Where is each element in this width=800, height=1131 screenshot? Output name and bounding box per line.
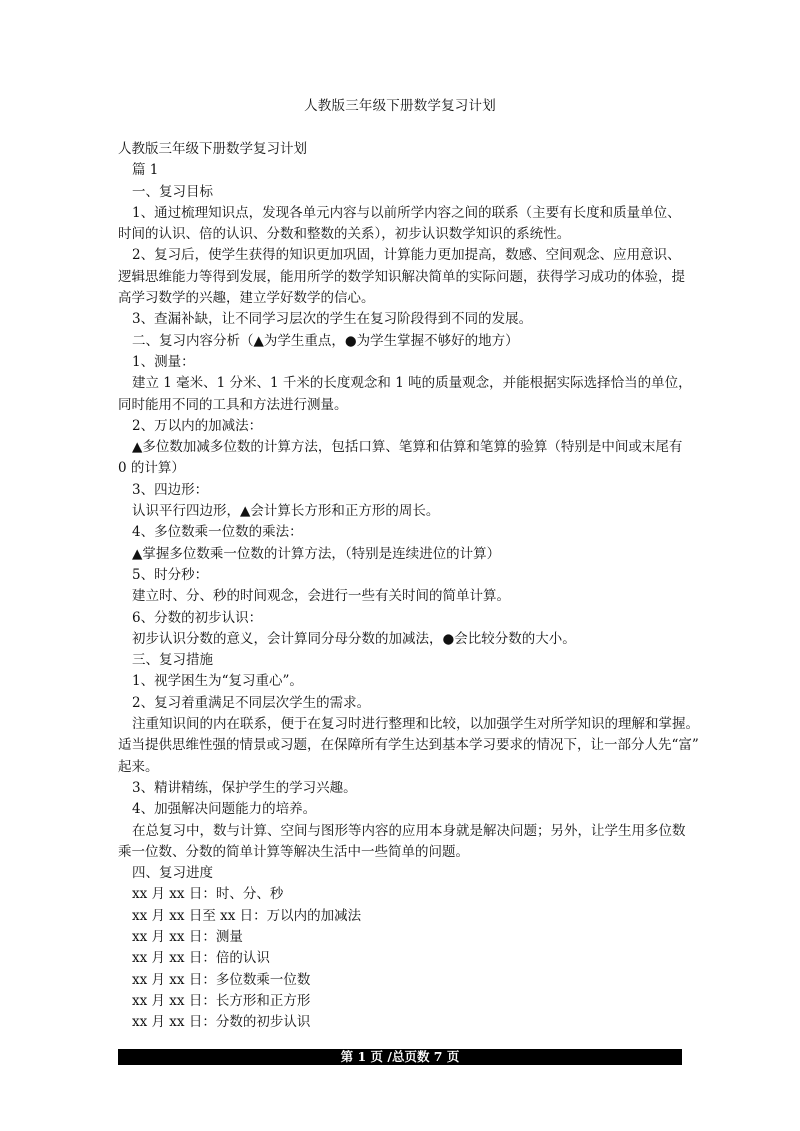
text-line: 二、复习内容分析（▲为学生重点，●为学生掌握不够好的地方）	[132, 332, 519, 349]
text-line: 2、复习着重满足不同层次学生的需求。	[132, 694, 371, 711]
text-line: ▲多位数加减多位数的计算方法，包括口算、笔算和估算和笔算的验算（特别是中间或末尾有	[132, 439, 683, 456]
text-line: xx 月 xx 日：多位数乘一位数	[132, 971, 311, 988]
text-line: 认识平行四边形，▲会计算长方形和正方形的周长。	[132, 503, 440, 520]
text-line: 四、复习进度	[132, 865, 213, 882]
text-line: 2、万以内的加减法：	[132, 417, 263, 434]
text-line: xx 月 xx 日：测量	[132, 928, 243, 945]
text-line: 4、加强解决问题能力的培养。	[132, 801, 317, 818]
text-line: 1、通过梳理知识点，发现各单元内容与以前所学内容之间的联系（主要有长度和质量单位、	[132, 204, 681, 221]
page-number-label: 第 1 页 /总页数 7 页	[340, 1049, 460, 1064]
page-footer	[118, 1049, 682, 1065]
text-line: 0 的计算）	[118, 460, 185, 477]
text-line: xx 月 xx 日：长方形和正方形	[132, 992, 311, 1009]
text-line: 高学习数学的兴趣，建立学好数学的信心。	[118, 290, 375, 307]
text-line: 在总复习中，数与计算、空间与图形等内容的应用本身就是解决问题；另外，让学生用多位数	[132, 822, 686, 839]
text-line: xx 月 xx 日：分数的初步认识	[132, 1014, 311, 1031]
text-line: 3、精讲精练，保护学生的学习兴趣。	[132, 779, 357, 796]
text-line: 6、分数的初步认识：	[132, 609, 263, 626]
text-line: 适当提供思维性强的情景或习题，在保障所有学生达到基本学习要求的情况下，让一部分人先“富”	[118, 737, 699, 754]
text-line: 逻辑思维能力等得到发展，能用所学的数学知识解决简单的实际问题，获得学习成功的体验，提	[118, 268, 685, 285]
text-line: 1、视学困生为“复习重心”。	[132, 673, 303, 690]
text-line: 时间的认识、倍的认识、分数和整数的关系），初步认识数学知识的系统性。	[118, 226, 571, 243]
text-line: 起来。	[118, 758, 159, 775]
text-line: 一、复习目标	[132, 183, 213, 200]
text-line: 建立时、分、秒的时间观念，会进行一些有关时间的简单计算。	[132, 588, 510, 605]
text-line: xx 月 xx 日：倍的认识	[132, 950, 270, 967]
text-line: 建立 1 毫米、1 分米、1 千米的长度观念和 1 吨的质量观念，并能根据实际选择恰当的单位，	[132, 375, 692, 392]
document-body	[118, 139, 699, 1033]
text-line: 3、查漏补缺，让不同学习层次的学生在复习阶段得到不同的发展。	[132, 311, 533, 328]
text-line: 1、测量：	[132, 353, 195, 370]
text-line: 3、四边形：	[132, 481, 209, 498]
text-line: 三、复习措施	[132, 652, 213, 669]
text-line: 乘一位数、分数的简单计算等解决生活中一些简单的问题。	[118, 843, 469, 860]
text-line: ▲掌握多位数乘一位数的计算方法，（特别是连续进位的计算）	[132, 545, 501, 562]
text-line: 篇 1	[132, 162, 159, 179]
text-line: 4、多位数乘一位数的乘法：	[132, 524, 303, 541]
text-line: 人教版三年级下册数学复习计划	[118, 141, 307, 157]
text-line: xx 月 xx 日：时、分、秒	[132, 886, 284, 903]
text-line: xx 月 xx 日至 xx 日：万以内的加减法	[132, 907, 362, 924]
text-line: 初步认识分数的意义，会计算同分母分数的加减法，●会比较分数的大小。	[132, 630, 576, 647]
text-line: 2、复习后，使学生获得的知识更加巩固，计算能力更加提高，数感、空间观念、应用意识、	[132, 247, 681, 264]
text-line: 同时能用不同的工具和方法进行测量。	[118, 396, 348, 413]
text-line: 5、时分秒：	[132, 566, 209, 583]
document-title: 人教版三年级下册数学复习计划	[304, 98, 496, 114]
text-line: 注重知识间的内在联系，便于在复习时进行整理和比较，以加强学生对所学知识的理解和掌握。	[132, 716, 699, 733]
